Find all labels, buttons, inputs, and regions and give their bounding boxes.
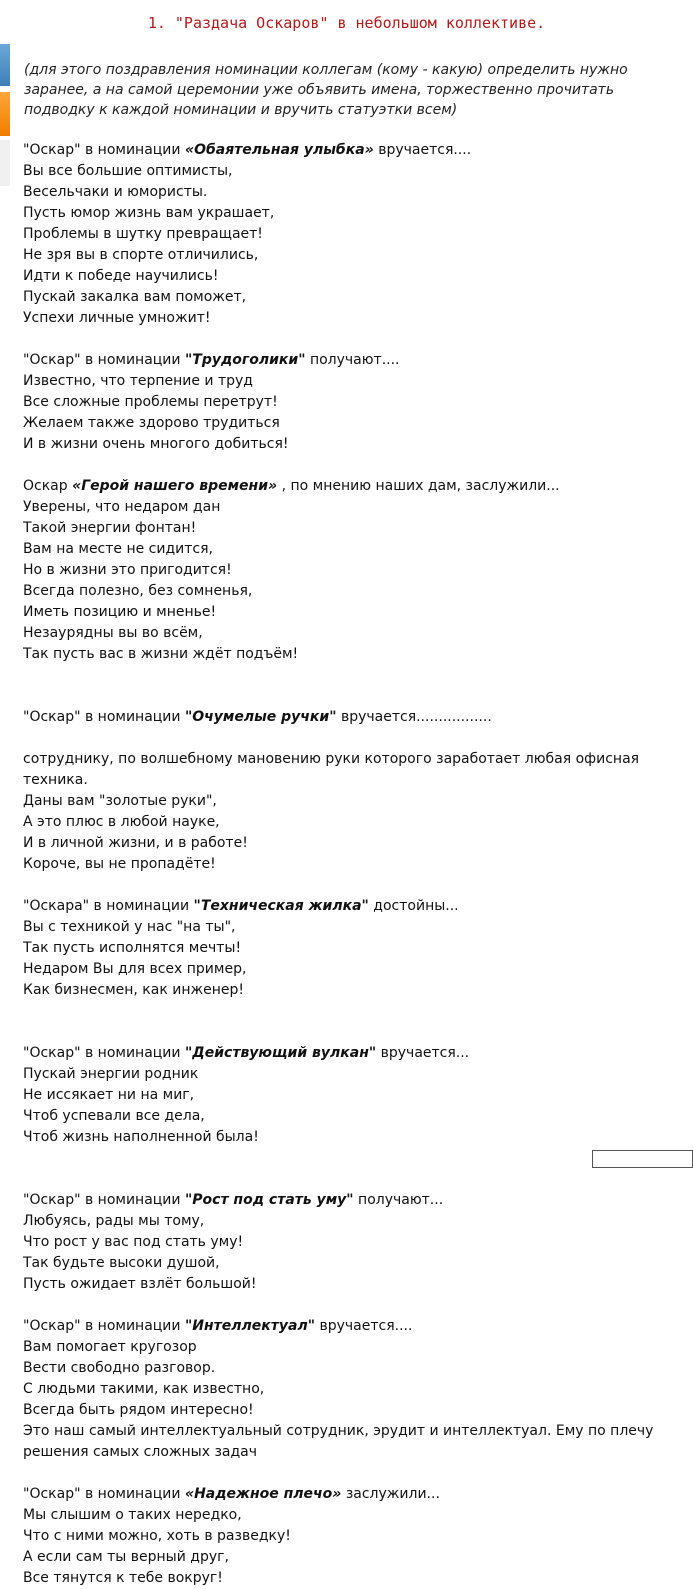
verse-line: Не зря вы в спорте отличились, bbox=[23, 247, 259, 263]
heading-suffix: получают.... bbox=[305, 352, 400, 368]
nomination-heading bbox=[23, 1484, 688, 1505]
verse-line: И в жизни очень многого добиться! bbox=[23, 436, 289, 452]
heading-prefix: "Оскар" в номинации bbox=[23, 1318, 185, 1334]
verse-line: Пусть юмор жизнь вам украшает, bbox=[23, 205, 275, 221]
left-tab-blue[interactable] bbox=[0, 44, 10, 86]
verse-line: Недаром Вы для всех пример, bbox=[23, 961, 247, 977]
nomination-block bbox=[23, 1316, 688, 1463]
nomination-heading bbox=[23, 1043, 688, 1064]
verse-line: Проблемы в шутку превращает! bbox=[23, 226, 263, 242]
heading-suffix: вручается................. bbox=[336, 709, 492, 725]
nomination-heading bbox=[23, 476, 688, 497]
heading-suffix: вручается.... bbox=[373, 142, 472, 158]
verse-line: Но в жизни это пригодится! bbox=[23, 562, 232, 578]
nomination-block bbox=[23, 1043, 688, 1148]
heading-prefix: "Оскар" в номинации bbox=[23, 1192, 185, 1208]
nomination-heading bbox=[23, 896, 688, 917]
heading-prefix: "Оскар" в номинации bbox=[23, 1045, 185, 1061]
verse-line: Что с ними можно, хоть в разведку! bbox=[23, 1528, 291, 1544]
verse-line: Пускай закалка вам поможет, bbox=[23, 289, 247, 305]
verse-line: Успехи личные умножит! bbox=[23, 310, 211, 326]
nomination-block bbox=[23, 707, 688, 875]
heading-suffix: заслужили... bbox=[341, 1486, 440, 1502]
empty-input-box[interactable] bbox=[592, 1150, 693, 1168]
nomination-block bbox=[23, 476, 688, 665]
nomination-name: «Надежное плечо» bbox=[184, 1486, 342, 1502]
verse-line: С людьми такими, как известно, bbox=[23, 1381, 265, 1397]
nomination-block bbox=[23, 350, 688, 455]
nomination-heading bbox=[23, 140, 688, 161]
verse-line: Весельчаки и юмористы. bbox=[23, 184, 208, 200]
verse-line: Так пусть исполнятся мечты! bbox=[23, 940, 242, 956]
verse-line: Желаем также здорово трудиться bbox=[23, 415, 280, 431]
verse-line: А если сам ты верный друг, bbox=[23, 1549, 229, 1565]
verse-line: Так пусть вас в жизни ждёт подъём! bbox=[23, 646, 299, 662]
verse-line: Чтоб жизнь наполненной была! bbox=[23, 1129, 259, 1145]
nomination-name: «Обаятельная улыбка» bbox=[184, 142, 374, 158]
verse-line: Чтоб успевали все дела, bbox=[23, 1108, 205, 1124]
nomination-description: сотруднику, по волшебному мановению руки которого заработает любая офисная техника. bbox=[23, 751, 640, 788]
verse-line: Вы с техникой у нас "на ты", bbox=[23, 919, 236, 935]
verse-line: Пусть ожидает взлёт большой! bbox=[23, 1276, 257, 1292]
heading-prefix: "Оскар" в номинации bbox=[23, 142, 185, 158]
verse-line: Идти к победе научились! bbox=[23, 268, 219, 284]
heading-prefix: "Оскара" в номинации bbox=[23, 898, 194, 914]
verse-line: Что рост у вас под стать уму! bbox=[23, 1234, 244, 1250]
heading-prefix: "Оскар" в номинации bbox=[23, 1486, 185, 1502]
verse-line: И в личной жизни, и в работе! bbox=[23, 835, 248, 851]
heading-suffix: получают... bbox=[353, 1192, 444, 1208]
verse-line: Все сложные проблемы перетрут! bbox=[23, 394, 278, 410]
heading-prefix: "Оскар" в номинации bbox=[23, 709, 185, 725]
intro-note bbox=[24, 60, 693, 120]
verse-line: А это плюс в любой науке, bbox=[23, 814, 220, 830]
intro-line: заранее, а на самой церемонии уже объявить имена, торжественно прочитать bbox=[24, 82, 615, 98]
heading-prefix: Оскар bbox=[23, 478, 73, 494]
verse-line: Незаурядны вы во всём, bbox=[23, 625, 203, 641]
nominations-list bbox=[23, 140, 688, 1589]
nomination-heading bbox=[23, 707, 688, 728]
nomination-name: "Действующий вулкан" bbox=[184, 1045, 377, 1061]
verse-line: Любуясь, рады мы тому, bbox=[23, 1213, 205, 1229]
heading-prefix: "Оскар" в номинации bbox=[23, 352, 185, 368]
nomination-tail-text: Это наш самый интеллектуальный сотрудник, эрудит и интеллектуал. Ему по плечу решения самых сложных задач bbox=[23, 1423, 654, 1460]
nomination-heading bbox=[23, 350, 688, 371]
nomination-block bbox=[23, 140, 688, 329]
left-tab-light[interactable] bbox=[0, 140, 10, 186]
heading-suffix: , по мнению наших дам, заслужили... bbox=[277, 478, 560, 494]
verse-line: Мы слышим о таких нередко, bbox=[23, 1507, 242, 1523]
nomination-name: "Очумелые ручки" bbox=[184, 709, 337, 725]
nomination-name: "Техническая жилка" bbox=[193, 898, 369, 914]
nomination-block bbox=[23, 896, 688, 1001]
nomination-heading bbox=[23, 1316, 688, 1337]
verse-line: Вы все большие оптимисты, bbox=[23, 163, 233, 179]
nomination-name: «Герой нашего времени» bbox=[72, 478, 278, 494]
verse-line: Уверены, что недаром дан bbox=[23, 499, 221, 515]
verse-line: Вам помогает кругозор bbox=[23, 1339, 197, 1355]
verse-line: Даны вам "золотые руки", bbox=[23, 793, 217, 809]
verse-line: Вести свободно разговор. bbox=[23, 1360, 216, 1376]
page-title: 1. "Раздача Оскаров" в небольшом коллективе. bbox=[147, 14, 546, 32]
heading-suffix: вручается.... bbox=[315, 1318, 413, 1334]
verse-line: Всегда быть рядом интересно! bbox=[23, 1402, 254, 1418]
intro-line: (для этого поздравления номинации коллегам (кому - какую) определить нужно bbox=[24, 62, 628, 78]
verse-line: Так будьте высоки душой, bbox=[23, 1255, 220, 1271]
heading-suffix: вручается... bbox=[376, 1045, 470, 1061]
left-tab-orange[interactable] bbox=[0, 92, 10, 136]
intro-line: подводку к каждой номинации и вручить статуэтки всем) bbox=[24, 102, 458, 118]
verse-line: Не иссякает ни на миг, bbox=[23, 1087, 195, 1103]
verse-line: Короче, вы не пропадёте! bbox=[23, 856, 216, 872]
nomination-block bbox=[23, 1190, 688, 1295]
verse-line: Иметь позицию и мненье! bbox=[23, 604, 217, 620]
verse-line: Как бизнесмен, как инженер! bbox=[23, 982, 244, 998]
verse-line: Всегда полезно, без сомненья, bbox=[23, 583, 253, 599]
nomination-heading bbox=[23, 1190, 688, 1211]
nomination-name: "Интеллектуал" bbox=[184, 1318, 316, 1334]
nomination-name: "Рост под стать уму" bbox=[184, 1192, 354, 1208]
verse-line: Пускай энергии родник bbox=[23, 1066, 199, 1082]
verse-line: Вам на месте не сидится, bbox=[23, 541, 213, 557]
nomination-block bbox=[23, 1484, 688, 1589]
verse-line: Такой энергии фонтан! bbox=[23, 520, 197, 536]
heading-suffix: достойны... bbox=[368, 898, 459, 914]
verse-line: Все тянутся к тебе вокруг! bbox=[23, 1570, 223, 1586]
verse-line: Известно, что терпение и труд bbox=[23, 373, 253, 389]
nomination-name: "Трудоголики" bbox=[184, 352, 306, 368]
